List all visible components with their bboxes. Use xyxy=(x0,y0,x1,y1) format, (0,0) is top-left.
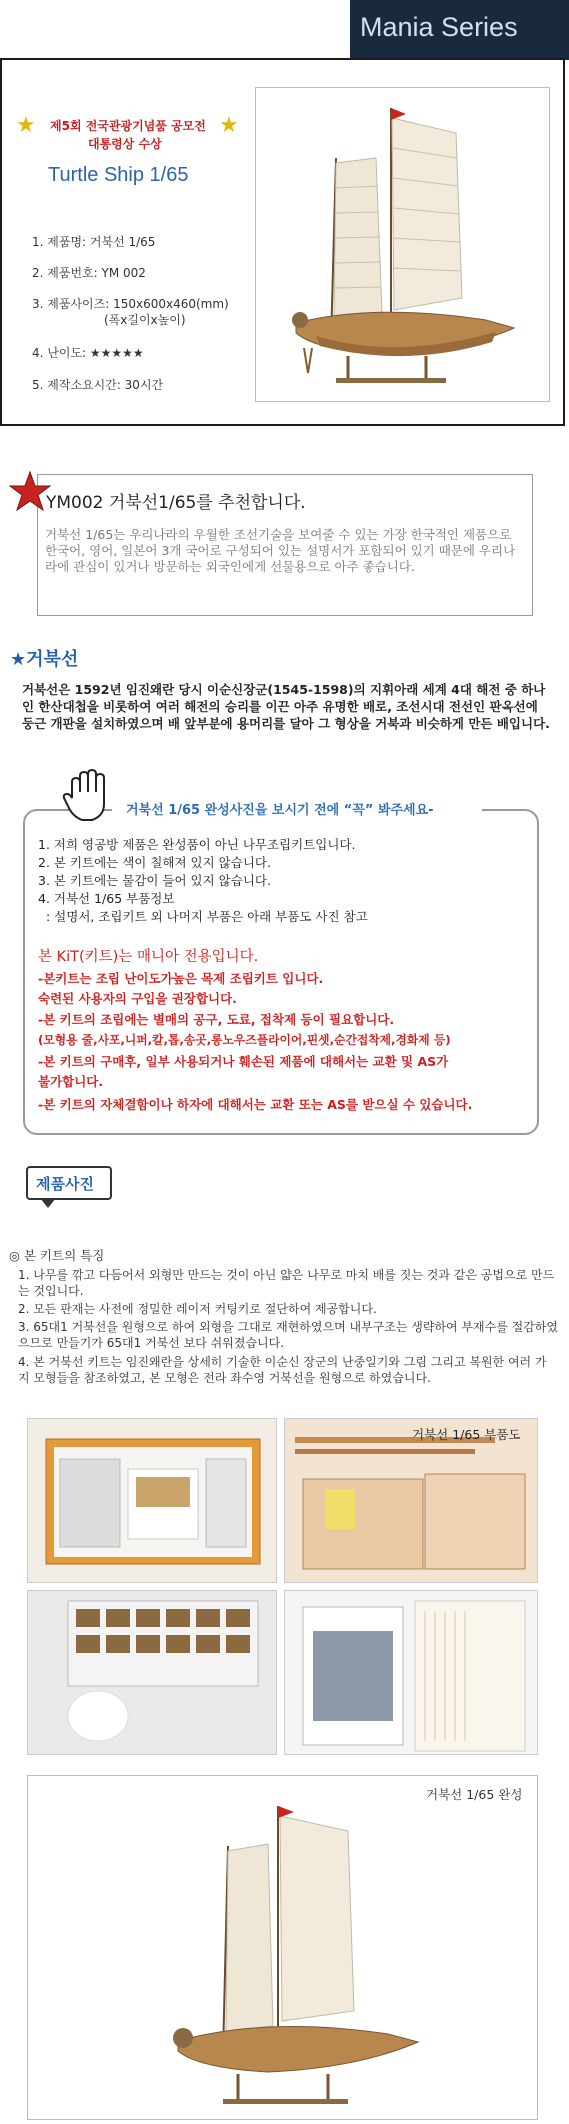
badge-tail xyxy=(40,1198,56,1208)
award-line: 대통령상 수상 xyxy=(88,137,162,151)
star-icon: ★ xyxy=(219,113,239,138)
spec-code: 2. 제품번호: YM 002 xyxy=(32,266,146,280)
kit-line: 숙련된 사용자의 구입을 권장합니다. xyxy=(38,991,237,1006)
product-title: Turtle Ship 1/65 xyxy=(48,164,189,186)
kit-heading: 본 KiT(키트)는 매니아 전용입니다. xyxy=(38,949,259,965)
notice-item: 2. 본 키트에는 색이 칠해져 있지 않습니다. xyxy=(38,855,271,870)
spec-name: 1. 제품명: 거북선 1/65 xyxy=(32,235,156,249)
award-line: 제5회 전국관광기념품 공모전 xyxy=(50,119,206,133)
parts-caption: 거북선 1/65 부품도 xyxy=(412,1427,521,1442)
spec-build-time: 5. 제작소요시간: 30시간 xyxy=(32,378,164,392)
star-icon: ★ xyxy=(16,113,36,138)
spec-difficulty: 4. 난이도: ★★★★★ xyxy=(32,346,144,360)
spec-size: 3. 제품사이즈: 150x600x460(mm) xyxy=(32,297,229,311)
features-title: ◎ 본 키트의 특징 xyxy=(9,1248,105,1263)
fittings-photo xyxy=(27,1590,277,1755)
product-photo-label: 제품사진 xyxy=(36,1175,94,1193)
feature-item: 2. 모든 판재는 사전에 정밀한 레이저 커팅키로 절단하여 제공합니다. xyxy=(18,1302,377,1316)
kit-line: (모형용 줄,사포,니퍼,칼,톱,송곳,롱노우즈플라이어,핀셋,순간접착제,경화제 등) xyxy=(38,1033,451,1047)
series-title: Mania Series xyxy=(360,12,518,42)
notice-item: 1. 저희 영공방 제품은 완성품이 아닌 나무조립키트입니다. xyxy=(38,837,356,852)
finished-ship-photo xyxy=(27,1775,538,2120)
recommend-title: YM002 거북선1/65를 추천합니다. xyxy=(46,493,306,513)
kit-line: 불가합니다. xyxy=(38,1074,104,1089)
kit-line: -본 키트의 구매후, 일부 사용되거나 훼손된 제품에 대해서는 교환 및 AS가 xyxy=(38,1054,449,1069)
feature-item: 1. 나무를 깎고 다듬어서 외형만 만드는 것이 아닌 얇은 나무로 마치 배를 짓는 것과 같은 공법으로 만드는 것입니다. xyxy=(18,1268,555,1298)
notice-item: 4. 거북선 1/65 부품정보 xyxy=(38,891,175,906)
recommend-body: 거북선 1/65는 우리나라의 우월한 조선기술을 보여줄 수 있는 가장 한국적인 제품으로 한국어, 영어, 일본어 3개 국어로 구성되어 있는 설명서가 포함되어 있기 때문에 우리나라에 관심이 있거나 방문하는 외국인에게 선물용으로 아주 좋습니다. xyxy=(45,527,516,574)
kit-line: -본 키트의 자체결함이나 하자에 대해서는 교환 또는 AS를 받으실 수 있습니다. xyxy=(38,1097,473,1112)
notice-item: : 설명서, 조립키트 외 나머지 부품은 아래 부품도 사진 참고 xyxy=(46,909,368,924)
notice-title: 거북선 1/65 완성사진을 보시기 전에 “꼭” 봐주세요- xyxy=(126,803,434,818)
manual-photo xyxy=(284,1590,538,1755)
kit-line: -본키트는 조립 난이도가높은 목제 조립키트 입니다. xyxy=(38,971,324,986)
notice-item: 3. 본 키트에는 물감이 들어 있지 않습니다. xyxy=(38,873,271,888)
finished-caption: 거북선 1/65 완성 xyxy=(426,1787,523,1802)
turtle-ship-photo xyxy=(255,87,550,402)
spec-size-note: (폭x길이x높이) xyxy=(104,313,186,327)
turtle-ship-heading: ★거북선 xyxy=(10,649,79,670)
turtle-ship-body: 거북선은 1592년 임진왜란 당시 이순신장군(1545-1598)의 지휘아래 세계 4대 해전 중 하나인 한산대첩을 비롯하여 여러 해전의 승리를 이끈 아주 유명한 배로, 조선시대 전선인 판옥선에 둥근 개판을 설치하였으며 배 앞부분에 용머리를 달아 그 형상을 거북과 비슷하게 만든 배입니다. xyxy=(22,682,550,731)
kit-line: -본 키트의 조립에는 별매의 공구, 도료, 접착제 등이 필요합니다. xyxy=(38,1012,395,1027)
feature-item: 4. 본 거북선 키트는 임진왜란을 상세히 기술한 이순신 장군의 난중일기와 그림 그리고 복원한 여러 가지 모형들을 참조하였고, 본 모형은 전라 좌수영 거북선을 원형으로 하였습니다. xyxy=(18,1355,547,1385)
hand-icon xyxy=(62,768,112,826)
feature-item: 3. 65대1 거북선을 원형으로 하여 외형을 그대로 재현하였으며 내부구조는 생략하여 부재수를 절감하였으므로 만들기가 65대1 거북선 보다 쉬워졌습니다. xyxy=(18,1320,558,1350)
kit-box-photo xyxy=(27,1418,277,1583)
